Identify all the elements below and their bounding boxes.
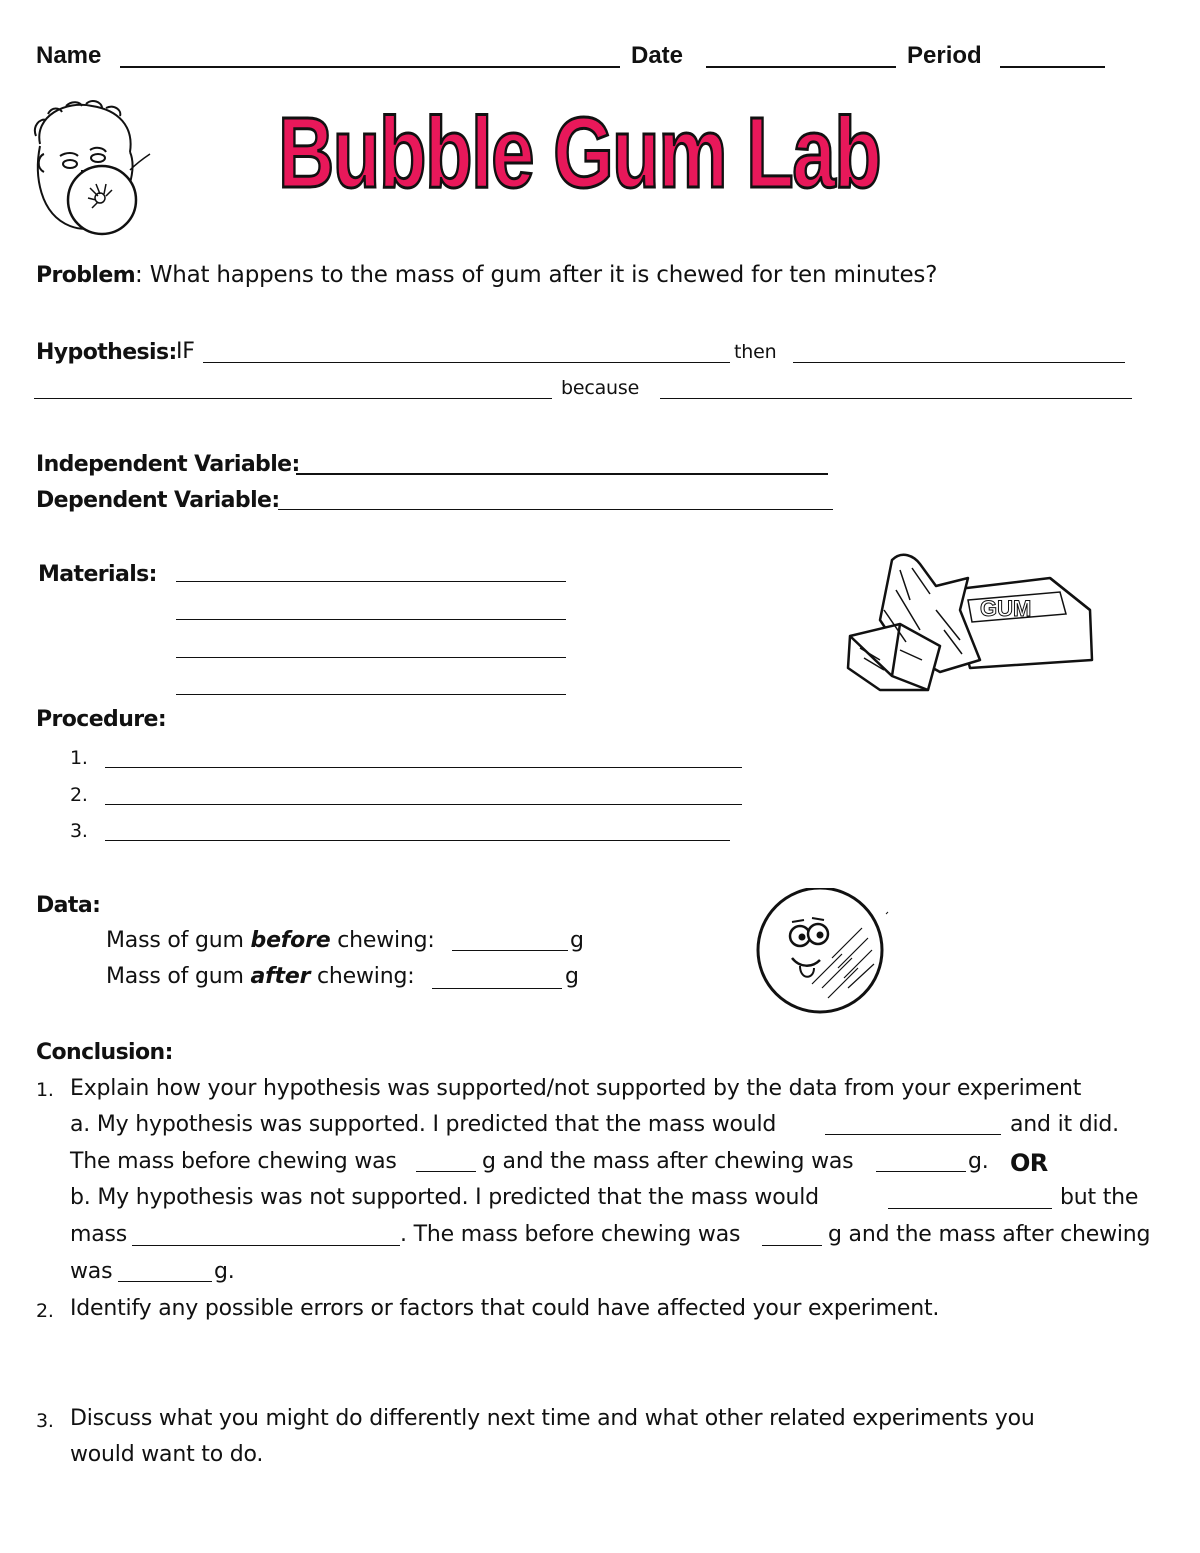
option-b-line-2-mid: . The mass before chewing was — [400, 1222, 741, 1247]
dependent-variable-label: Dependent Variable: — [36, 488, 280, 513]
question-3-text: Discuss what you might do differently next time and what other related experiments you — [70, 1406, 1035, 1431]
svg-text:GUM: GUM — [980, 596, 1032, 621]
option-b-line-2-start: mass — [70, 1222, 128, 1247]
option-a-mass-after-field[interactable] — [876, 1171, 966, 1172]
option-b-mass-before-field[interactable] — [762, 1245, 822, 1246]
mass-after-row — [106, 964, 414, 989]
independent-variable-field[interactable] — [296, 473, 828, 475]
date-label: Date — [631, 42, 684, 69]
question-number: 3. — [36, 1410, 54, 1432]
mass-before-text-end: chewing: — [330, 928, 435, 953]
option-b-prediction-field[interactable] — [888, 1208, 1052, 1209]
problem-text: : What happens to the mass of gum after it is chewed for ten minutes? — [135, 262, 938, 288]
option-a-line-2-end: g. — [968, 1149, 989, 1174]
or-separator: OR — [1010, 1149, 1048, 1177]
hypothesis-if: IF — [176, 339, 195, 364]
mass-before-field[interactable] — [452, 950, 568, 951]
option-a-line-2-start: The mass before chewing was — [70, 1149, 397, 1174]
question-number: 2. — [36, 1300, 54, 1322]
mass-after-field[interactable] — [432, 988, 562, 989]
question-3-text-line-2: would want to do. — [70, 1442, 264, 1467]
hypothesis-because: because — [561, 377, 640, 399]
procedure-step-number: 1. — [70, 747, 88, 769]
question-number: 1. — [36, 1079, 54, 1101]
hypothesis-then: then — [734, 341, 777, 363]
mass-before-row — [106, 928, 435, 953]
dependent-variable-field[interactable] — [278, 509, 833, 510]
option-b-line-3-start: was — [70, 1259, 113, 1284]
option-b-line-3-end: g. — [214, 1259, 235, 1284]
materials-field-4[interactable] — [176, 694, 566, 695]
option-a-mass-before-field[interactable] — [416, 1171, 476, 1172]
smiling-gum-ball-icon — [752, 888, 892, 1016]
option-a-end: and it did. — [1010, 1112, 1119, 1137]
materials-field-3[interactable] — [176, 657, 566, 658]
materials-field-1[interactable] — [176, 581, 566, 582]
problem-label: Problem — [36, 263, 136, 288]
procedure-step-3-field[interactable] — [105, 840, 730, 841]
mass-before-text: Mass of gum — [106, 928, 251, 953]
procedure-step-1-field[interactable] — [105, 767, 742, 768]
option-b-mass-after-field[interactable] — [118, 1281, 212, 1282]
independent-variable-label: Independent Variable: — [36, 452, 300, 477]
after-emphasis: after — [250, 964, 311, 989]
procedure-step-number: 2. — [70, 784, 88, 806]
materials-label: Materials: — [38, 562, 157, 587]
period-field[interactable] — [1000, 66, 1105, 68]
procedure-label: Procedure: — [36, 707, 167, 732]
option-b-line-2-end: g and the mass after chewing — [828, 1222, 1151, 1247]
mass-after-unit: g — [565, 964, 579, 989]
before-emphasis: before — [250, 928, 331, 953]
materials-field-2[interactable] — [176, 619, 566, 620]
hypothesis-because-field[interactable] — [660, 398, 1132, 399]
worksheet-title: Bubble Gum Lab — [278, 97, 881, 209]
gum-pack-icon — [840, 550, 1100, 700]
hypothesis-then-field[interactable] — [793, 362, 1125, 363]
date-field[interactable] — [706, 66, 896, 68]
option-b-end: but the — [1060, 1185, 1139, 1210]
option-a-line-2-mid: g and the mass after chewing was — [482, 1149, 854, 1174]
option-a-text: a. My hypothesis was supported. I predicted that the mass would — [70, 1112, 777, 1137]
mass-after-text-end: chewing: — [310, 964, 415, 989]
mass-before-unit: g — [570, 928, 584, 953]
problem-statement — [36, 262, 937, 288]
child-blowing-bubble-icon — [26, 96, 158, 242]
period-label: Period — [907, 42, 982, 69]
option-b-text: b. My hypothesis was not supported. I predicted that the mass would — [70, 1185, 819, 1210]
hypothesis-line-2-field[interactable] — [34, 398, 552, 399]
name-field[interactable] — [120, 66, 620, 68]
option-a-prediction-field[interactable] — [825, 1134, 1001, 1135]
conclusion-label: Conclusion: — [36, 1040, 173, 1065]
question-2-text: Identify any possible errors or factors that could have affected your experiment. — [70, 1296, 940, 1321]
question-1-text: Explain how your hypothesis was supported/not supported by the data from your experiment — [70, 1076, 1082, 1101]
hypothesis-label: Hypothesis: — [36, 340, 177, 365]
data-label: Data: — [36, 893, 101, 918]
procedure-step-number: 3. — [70, 820, 88, 842]
procedure-step-2-field[interactable] — [105, 804, 742, 805]
name-label: Name — [36, 42, 102, 69]
hypothesis-if-field[interactable] — [203, 362, 730, 363]
mass-after-text: Mass of gum — [106, 964, 251, 989]
option-b-mass-result-field[interactable] — [132, 1245, 400, 1246]
